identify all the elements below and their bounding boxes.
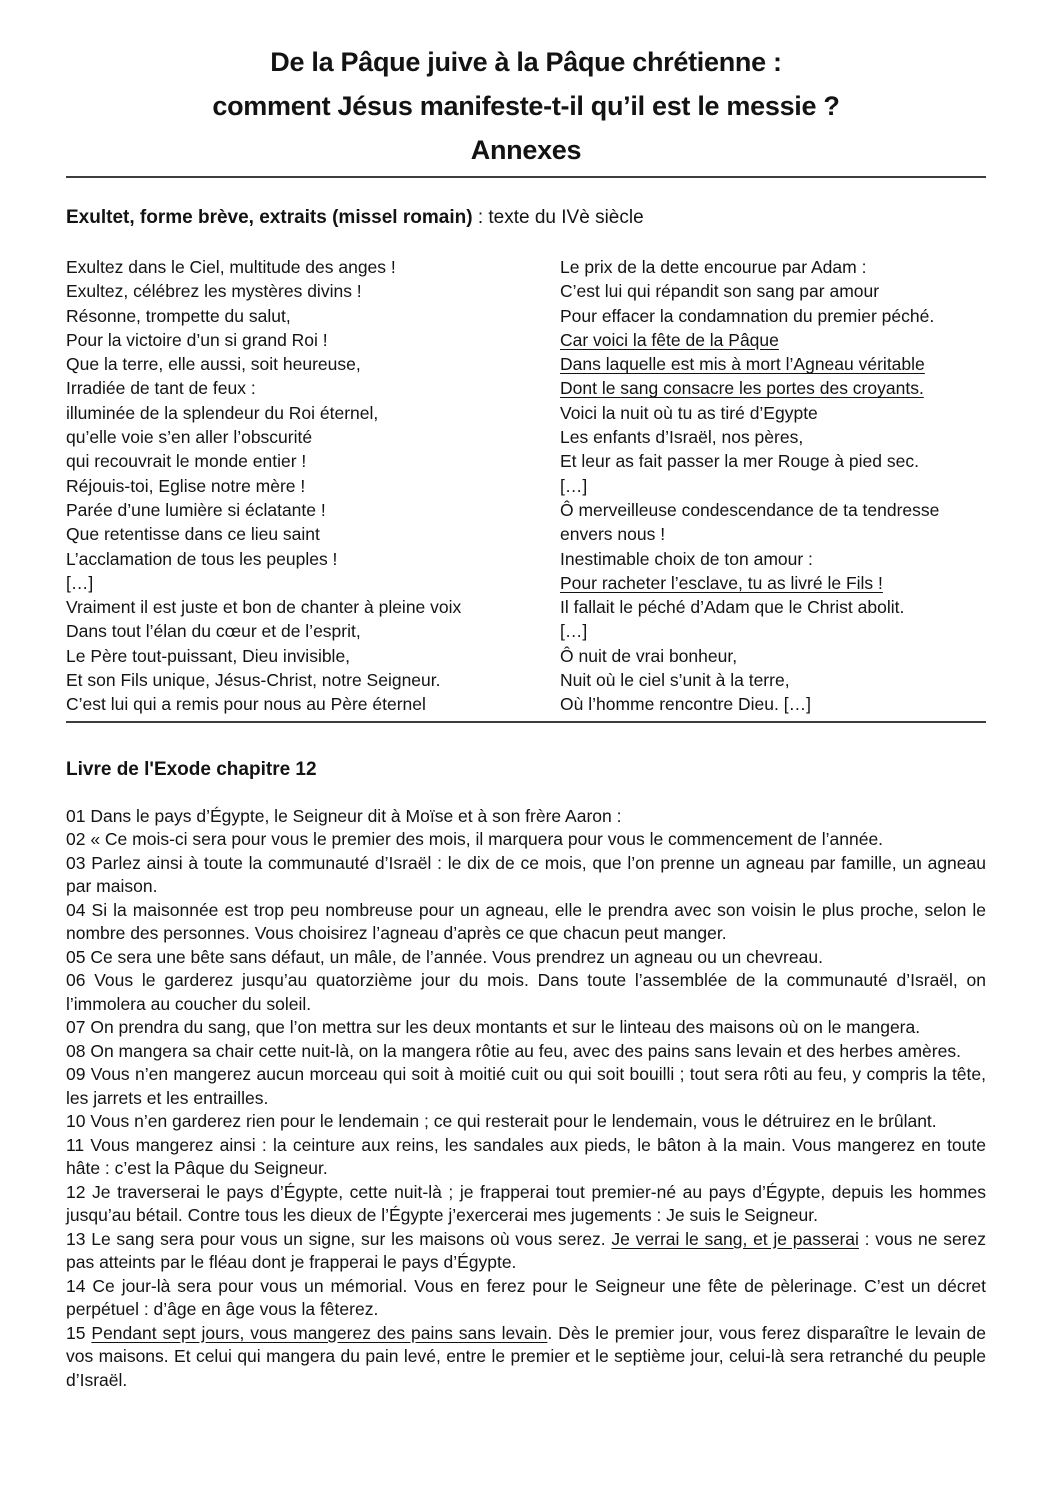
exultet-heading: [66, 205, 986, 231]
exultet-line: Irradiée de tant de feux :: [66, 378, 256, 399]
exode-verses: [66, 805, 986, 1393]
exultet-line: envers nous !: [560, 524, 666, 545]
exultet-line: Dont le sang consacre les portes des croyants.: [560, 378, 924, 399]
exultet-line: Car voici la fête de la Pâque: [560, 329, 779, 350]
verse-segment-underlined: Je verrai le sang, et je passerai: [611, 1228, 859, 1249]
title-divider: [66, 176, 986, 178]
exultet-line: Résonne, trompette du salut,: [66, 305, 291, 326]
verse: [66, 805, 986, 829]
verse: [66, 1228, 986, 1275]
verse-segment: 01 Dans le pays d’Égypte, le Seigneur dit à Moïse et à son frère Aaron :: [66, 805, 622, 826]
exultet-line: […]: [66, 572, 94, 593]
exultet-heading-suffix: : texte du IVè siècle: [472, 207, 644, 228]
exultet-line: qu’elle voie s’en aller l’obscurité: [66, 427, 313, 448]
verse-segment: . Dès le premier jour, vous ferez disparaître le levain de vos maisons. Et celui qui mangera du pain levé, entre le premier et le septième jour, celui-là sera retranché du peuple d’Israël.: [66, 1322, 986, 1390]
exultet-line: Et leur as fait passer la mer Rouge à pied sec.: [560, 451, 919, 472]
exultet-heading-bold: Exultet, forme brève, extraits (missel romain): [66, 207, 473, 228]
exultet-line: C’est lui qui a remis pour nous au Père éternel: [66, 694, 426, 715]
exultet-line: Et son Fils unique, Jésus-Christ, notre Seigneur.: [66, 670, 441, 691]
exode-heading: Livre de l'Exode chapitre 12: [66, 758, 317, 780]
verse-segment: 02 « Ce mois-ci sera pour vous le premier des mois, il marquera pour vous le commencement de l’année.: [66, 829, 884, 850]
exultet-line: Réjouis-toi, Eglise notre mère !: [66, 475, 306, 496]
verse-segment: 09 Vous n’en mangerez aucun morceau qui soit à moitié cuit ou qui soit bouilli ; tout sera rôti au feu, y compris la tête, les jarrets et les entrailles.: [66, 1064, 986, 1108]
exultet-line: […]: [560, 621, 588, 642]
verse-segment: 05 Ce sera une bête sans défaut, un mâle, de l’année. Vous prendrez un agneau ou un chevreau.: [66, 946, 823, 967]
exultet-line: Vraiment il est juste et bon de chanter à pleine voix: [66, 597, 462, 618]
exultet-line: Exultez dans le Ciel, multitude des anges !: [66, 257, 396, 277]
exultet-line: Le prix de la dette encourue par Adam :: [560, 257, 867, 277]
exultet-line: C’est lui qui répandit son sang par amour: [560, 281, 880, 302]
exultet-line: Les enfants d’Israël, nos pères,: [560, 427, 804, 448]
verse: [66, 899, 986, 946]
exultet-line: Pour effacer la condamnation du premier péché.: [560, 305, 935, 326]
exultet-line: Nuit où le ciel s’unit à la terre,: [560, 670, 790, 691]
exultet-line: Que la terre, elle aussi, soit heureuse,: [66, 354, 361, 375]
exultet-line: […]: [560, 475, 588, 496]
verse: [66, 1063, 986, 1110]
verse-segment: 13 Le sang sera pour vous un signe, sur les maisons où vous serez.: [66, 1228, 612, 1249]
exultet-line: Dans laquelle est mis à mort l’Agneau véritable: [560, 354, 925, 375]
verse-segment: 06 Vous le garderez jusqu’au quatorzième jour du mois. Dans toute l’assemblée de la communauté d’Israël, on l’immolera au coucher du soleil.: [66, 970, 986, 1014]
verse: [66, 969, 986, 1016]
verse-segment: 08 On mangera sa chair cette nuit-là, on la mangera rôtie au feu, avec des pains sans levain et des herbes amères.: [66, 1040, 961, 1061]
exultet-line: Ô merveilleuse condescendance de ta tendresse: [560, 499, 940, 520]
exultet-line: Inestimable choix de ton amour :: [560, 548, 813, 569]
verse-segment: 12 Je traverserai le pays d’Égypte, cette nuit-là ; je frapperai tout premier-né au pays d’Égypte, depuis les hommes jusqu’au bétail. Contre tous les dieux de l’Égypte j’exercerai mes jugements : Je suis le Seigneur.: [66, 1181, 986, 1226]
verse: [66, 1134, 986, 1181]
verse: [66, 1040, 986, 1064]
title-line-2: comment Jésus manifeste-t-il qu’il est le messie ?: [212, 91, 840, 121]
verse: [66, 1322, 986, 1393]
exultet-line: L’acclamation de tous les peuples !: [66, 548, 338, 569]
exultet-line: qui recouvrait le monde entier !: [66, 451, 307, 472]
verse-segment: 14 Ce jour-là sera pour vous un mémorial. Vous en ferez pour le Seigneur une fête de pèlerinage. C’est un décret perpétuel : d’âge en âge vous la fêterez.: [66, 1275, 986, 1320]
exultet-right-column: [560, 255, 986, 717]
verse-segment: 11 Vous mangerez ainsi : la ceinture aux reins, les sandales aux pieds, le bâton à la main. Vous mangerez en toute hâte : c’est la Pâque du Seigneur.: [66, 1134, 986, 1179]
exultet-line: Le Père tout-puissant, Dieu invisible,: [66, 645, 351, 666]
verse: [66, 852, 986, 899]
exultet-line: Dans tout l’élan du cœur et de l’esprit,: [66, 621, 361, 642]
exultet-line: Exultez, célébrez les mystères divins !: [66, 281, 362, 302]
verse-segment-underlined: Pendant sept jours, vous mangerez des pains sans levain: [91, 1322, 548, 1343]
title-line-3: Annexes: [470, 135, 582, 165]
verse-segment: : vous ne serez pas atteints par le fléau dont je frapperai le pays d’Égypte.: [66, 1228, 986, 1273]
section-divider: [66, 721, 986, 723]
verse: [66, 1110, 986, 1134]
exultet-line: Parée d’une lumière si éclatante !: [66, 499, 326, 520]
exultet-line: Où l’homme rencontre Dieu. […]: [560, 694, 811, 715]
verse-segment: 10 Vous n’en garderez rien pour le lendemain ; ce qui resterait pour le lendemain, vous le détruirez en le brûlant.: [66, 1111, 937, 1132]
exultet-line: illuminée de la splendeur du Roi éternel,: [66, 402, 379, 423]
verse-segment: 04 Si la maisonnée est trop peu nombreuse pour un agneau, elle le prendra avec son voisin le plus proche, selon le nombre des personnes. Vous choisirez l’agneau d’après ce que chacun peut manger.: [66, 899, 986, 944]
exultet-line: Pour racheter l’esclave, tu as livré le Fils !: [560, 572, 883, 593]
exultet-columns: [66, 255, 986, 717]
exultet-left-column: [66, 255, 560, 717]
verse-segment: 15: [66, 1322, 92, 1343]
verse: [66, 1181, 986, 1228]
title-line-1: De la Pâque juive à la Pâque chrétienne :: [270, 47, 782, 77]
exultet-line: Voici la nuit où tu as tiré d’Egypte: [560, 402, 818, 423]
verse-segment: 03 Parlez ainsi à toute la communauté d’Israël : le dix de ce mois, que l’on prenne un agneau par famille, un agneau par maison.: [66, 852, 986, 897]
exultet-line: Que retentisse dans ce lieu saint: [66, 524, 320, 545]
verse: [66, 1275, 986, 1322]
verse: [66, 828, 986, 852]
verse-segment: 07 On prendra du sang, que l’on mettra sur les deux montants et sur le linteau des maisons où on le mangera.: [66, 1017, 921, 1038]
exultet-line: Il fallait le péché d’Adam que le Christ abolit.: [560, 597, 905, 618]
document-title: [66, 40, 986, 172]
exultet-line: Ô nuit de vrai bonheur,: [560, 645, 738, 666]
verse: [66, 946, 986, 970]
verse: [66, 1016, 986, 1040]
exultet-line: Pour la victoire d’un si grand Roi !: [66, 329, 328, 350]
